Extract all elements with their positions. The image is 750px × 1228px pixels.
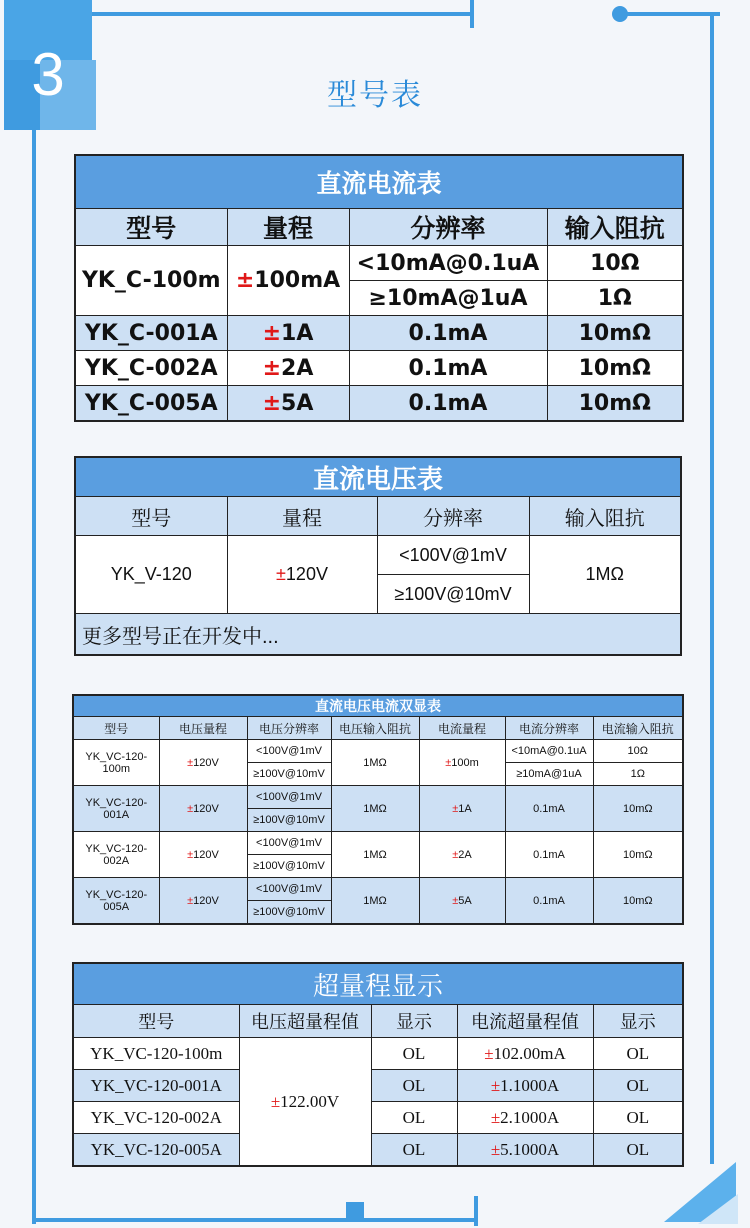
col-header: 型号 — [75, 209, 227, 246]
col-header: 电流超量程值 — [457, 1005, 593, 1038]
frame-line-top-right — [620, 12, 720, 16]
i-range-cell: ±2A — [419, 832, 505, 878]
impedance-cell: 1MΩ — [529, 536, 681, 614]
decor-square — [346, 1202, 364, 1220]
range-cell: ±1A — [227, 316, 349, 351]
v-res-cell: ≥100V@10mV — [247, 809, 331, 832]
dc-ammeter-table — [74, 154, 684, 422]
model-cell: YK_VC-120-005A — [73, 1134, 239, 1167]
i-imp-cell: 1Ω — [593, 763, 683, 786]
model-cell: YK_VC-120- 001A — [73, 786, 159, 832]
resolution-cell: <10mA@0.1uA — [349, 246, 547, 281]
v-res-cell: ≥100V@10mV — [247, 855, 331, 878]
frame-line-right — [710, 14, 714, 1164]
col-header: 显示 — [593, 1005, 683, 1038]
current-over-value: ±1.1000A — [457, 1070, 593, 1102]
resolution-cell: <100V@1mV — [377, 536, 529, 575]
dc-voltmeter-table — [74, 456, 682, 656]
resolution-cell: 0.1mA — [349, 386, 547, 422]
i-imp-cell: 10mΩ — [593, 786, 683, 832]
i-res-cell: 0.1mA — [505, 832, 593, 878]
col-header: 输入阻抗 — [529, 497, 681, 536]
v-res-cell: <100V@1mV — [247, 740, 331, 763]
range-cell: ±120V — [227, 536, 377, 614]
v-range-cell: ±120V — [159, 878, 247, 925]
v-res-cell: ≥100V@10mV — [247, 763, 331, 786]
col-header: 量程 — [227, 209, 349, 246]
page-title: 型号表 — [327, 78, 423, 113]
development-note: 更多型号正在开发中... — [75, 614, 681, 656]
v-res-cell: <100V@1mV — [247, 878, 331, 901]
v-range-cell: ±120V — [159, 740, 247, 786]
i-imp-cell: 10Ω — [593, 740, 683, 763]
table-caption: 直流电流表 — [75, 155, 683, 209]
model-cell: YK_VC-120- 005A — [73, 878, 159, 925]
resolution-cell: ≥100V@10mV — [377, 575, 529, 614]
v-imp-cell: 1MΩ — [331, 786, 419, 832]
i-range-cell: ±100m — [419, 740, 505, 786]
dual-display-table — [72, 694, 684, 925]
section-number: 3 — [31, 41, 65, 108]
col-header: 电压输入阻抗 — [331, 717, 419, 740]
v-imp-cell: 1MΩ — [331, 878, 419, 925]
model-cell: YK_VC-120-001A — [73, 1070, 239, 1102]
resolution-cell: ≥10mA@1uA — [349, 281, 547, 316]
display-cell: OL — [593, 1134, 683, 1167]
resolution-cell: 0.1mA — [349, 316, 547, 351]
col-header: 型号 — [73, 717, 159, 740]
display-cell: OL — [371, 1038, 457, 1070]
frame-tick-bottom — [474, 1196, 478, 1226]
v-range-cell: ±120V — [159, 832, 247, 878]
frame-line-left — [32, 14, 36, 1224]
table-caption: 超量程显示 — [73, 963, 683, 1005]
col-header: 电流量程 — [419, 717, 505, 740]
decor-triangle-light — [698, 1194, 738, 1224]
i-res-cell: 0.1mA — [505, 878, 593, 925]
range-cell: ±5A — [227, 386, 349, 422]
i-imp-cell: 10mΩ — [593, 832, 683, 878]
frame-line-top — [90, 12, 470, 16]
model-cell: YK_VC-120-100m — [73, 1038, 239, 1070]
current-over-value: ±5.1000A — [457, 1134, 593, 1167]
v-res-cell: <100V@1mV — [247, 786, 331, 809]
v-imp-cell: 1MΩ — [331, 832, 419, 878]
table-caption: 直流电压电流双显表 — [73, 695, 683, 717]
current-over-value: ±2.1000A — [457, 1102, 593, 1134]
col-header: 电流分辨率 — [505, 717, 593, 740]
model-cell: YK_C-002A — [75, 351, 227, 386]
i-res-cell: 0.1mA — [505, 786, 593, 832]
i-imp-cell: 10mΩ — [593, 878, 683, 925]
i-res-cell: ≥10mA@1uA — [505, 763, 593, 786]
over-range-table — [72, 962, 684, 1167]
v-range-cell: ±120V — [159, 786, 247, 832]
col-header: 输入阻抗 — [547, 209, 683, 246]
i-res-cell: <10mA@0.1uA — [505, 740, 593, 763]
v-res-cell: <100V@1mV — [247, 832, 331, 855]
model-cell: YK_C-001A — [75, 316, 227, 351]
resolution-cell: 0.1mA — [349, 351, 547, 386]
col-header: 电压量程 — [159, 717, 247, 740]
i-range-cell: ±5A — [419, 878, 505, 925]
model-cell: YK_C-005A — [75, 386, 227, 422]
display-cell: OL — [371, 1134, 457, 1167]
impedance-cell: 1Ω — [547, 281, 683, 316]
decor-dot — [612, 6, 628, 22]
col-header: 分辨率 — [349, 209, 547, 246]
col-header: 分辨率 — [377, 497, 529, 536]
display-cell: OL — [371, 1070, 457, 1102]
col-header: 电压超量程值 — [239, 1005, 371, 1038]
range-cell: ±2A — [227, 351, 349, 386]
table-caption: 直流电压表 — [75, 457, 681, 497]
v-imp-cell: 1MΩ — [331, 740, 419, 786]
impedance-cell: 10mΩ — [547, 316, 683, 351]
col-header: 型号 — [73, 1005, 239, 1038]
current-over-value: ±102.00mA — [457, 1038, 593, 1070]
display-cell: OL — [371, 1102, 457, 1134]
model-cell: YK_C-100m — [75, 246, 227, 316]
col-header: 型号 — [75, 497, 227, 536]
impedance-cell: 10mΩ — [547, 386, 683, 422]
range-cell: ±100mA — [227, 246, 349, 316]
voltage-over-value: ±122.00V — [239, 1038, 371, 1167]
i-range-cell: ±1A — [419, 786, 505, 832]
v-res-cell: ≥100V@10mV — [247, 901, 331, 925]
display-cell: OL — [593, 1102, 683, 1134]
col-header: 电压分辨率 — [247, 717, 331, 740]
frame-line-bottom — [36, 1218, 476, 1222]
display-cell: OL — [593, 1070, 683, 1102]
col-header: 显示 — [371, 1005, 457, 1038]
col-header: 量程 — [227, 497, 377, 536]
col-header: 电流输入阻抗 — [593, 717, 683, 740]
model-cell: YK_VC-120-002A — [73, 1102, 239, 1134]
model-cell: YK_VC-120- 002A — [73, 832, 159, 878]
display-cell: OL — [593, 1038, 683, 1070]
model-cell: YK_V-120 — [75, 536, 227, 614]
impedance-cell: 10Ω — [547, 246, 683, 281]
impedance-cell: 10mΩ — [547, 351, 683, 386]
frame-tick-top — [470, 0, 474, 28]
model-cell: YK_VC-120- 100m — [73, 740, 159, 786]
